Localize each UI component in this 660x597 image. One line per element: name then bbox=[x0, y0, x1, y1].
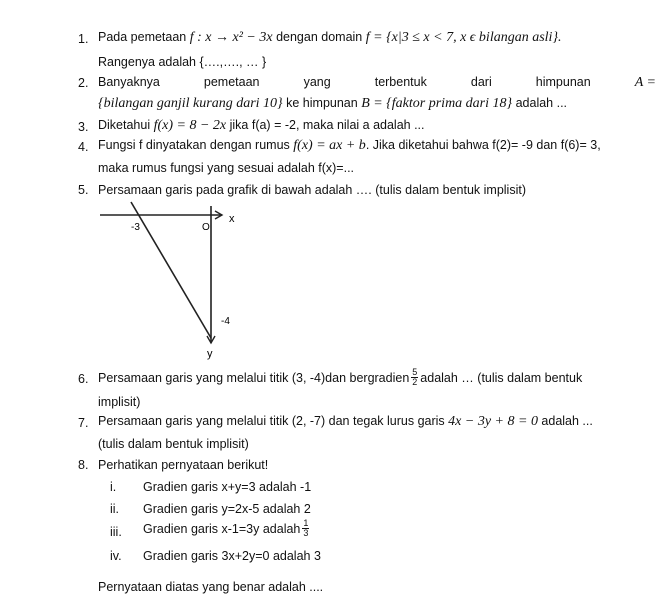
fraction-numerator: 5 bbox=[412, 367, 418, 377]
fraction-numerator: 1 bbox=[303, 518, 309, 528]
origin-label: O bbox=[202, 222, 210, 233]
q5-number: 5. bbox=[78, 183, 89, 197]
q8-intro: Perhatikan pernyataan berikut! bbox=[98, 458, 269, 472]
q2-end: adalah ... bbox=[512, 96, 568, 110]
q2-word: dari bbox=[470, 75, 492, 89]
q2-word: terbentuk bbox=[374, 75, 427, 89]
statement-numeral: iii. bbox=[110, 525, 122, 539]
q4-suffix: . Jika diketahui bahwa f(2)= -9 dan f(6)= 3, bbox=[365, 138, 601, 152]
q7-line2: (tulis dalam bentuk implisit) bbox=[98, 437, 249, 451]
q7-prefix: Persamaan garis yang melalui titik (2, -7) dan tegak lurus garis bbox=[98, 414, 449, 428]
q4-line1 bbox=[98, 138, 601, 154]
q3-suffix: jika f(a) = -2, maka nilai a adalah ... bbox=[226, 118, 425, 132]
q2-set-b: B = {faktor prima dari 18} bbox=[361, 96, 513, 111]
q1-middle: dengan domain bbox=[272, 30, 366, 44]
x-intercept-label: -3 bbox=[131, 222, 140, 233]
statement-text: Gradien garis y=2x-5 adalah 2 bbox=[143, 502, 311, 516]
x-axis-label: x bbox=[229, 213, 235, 225]
statement-fraction bbox=[302, 519, 309, 538]
q1-domain: f = {x|3 ≤ x < 7, x ϵ bilangan asli}. bbox=[365, 30, 562, 45]
q6-gradient-fraction bbox=[411, 368, 418, 387]
q1-line2: Rangenya adalah {….,…., … } bbox=[98, 55, 267, 69]
line-graph bbox=[90, 200, 270, 360]
q2-middle: ke himpunan bbox=[282, 96, 362, 110]
q7-suffix: adalah ... bbox=[537, 414, 593, 428]
q4-number: 4. bbox=[78, 140, 89, 154]
statement-text: Gradien garis 3x+2y=0 adalah 3 bbox=[143, 549, 321, 563]
q3-prefix: Diketahui bbox=[98, 118, 154, 132]
statement-item bbox=[143, 519, 311, 538]
statement-text: Gradien garis x-1=3y adalah bbox=[143, 521, 301, 536]
y-axis-label: y bbox=[207, 348, 213, 360]
q2-set-a-label: A = bbox=[634, 75, 656, 90]
q7-number: 7. bbox=[78, 416, 89, 430]
fraction-denominator: 2 bbox=[412, 377, 418, 387]
statement-text: Gradien garis x+y=3 adalah -1 bbox=[143, 480, 312, 494]
q3-line bbox=[98, 118, 425, 134]
q2-word: yang bbox=[303, 75, 331, 89]
q2-line2 bbox=[98, 96, 567, 112]
y-intercept-label: -4 bbox=[221, 316, 230, 327]
statement-numeral: iv. bbox=[110, 549, 122, 563]
q5-text: Persamaan garis pada grafik di bawah adalah …. (tulis dalam bentuk implisit) bbox=[98, 183, 526, 197]
q2-word: himpunan bbox=[535, 75, 591, 89]
q1-prefix: Pada pemetaan bbox=[98, 30, 190, 44]
q2-word: pemetaan bbox=[203, 75, 260, 89]
q3-function: f(x) = 8 − 2x bbox=[153, 118, 227, 133]
q1-line1 bbox=[98, 30, 562, 46]
q2-word: Banyaknya bbox=[98, 75, 160, 89]
q3-number: 3. bbox=[78, 120, 89, 134]
q6-line2: implisit) bbox=[98, 395, 141, 409]
fraction-denominator: 3 bbox=[303, 528, 309, 538]
statement-numeral: i. bbox=[110, 480, 117, 494]
q4-prefix: Fungsi f dinyatakan dengan rumus bbox=[98, 138, 294, 152]
q8-closing: Pernyataan diatas yang benar adalah .... bbox=[98, 580, 324, 594]
q6-number: 6. bbox=[78, 372, 89, 386]
statement-numeral: ii. bbox=[110, 502, 120, 516]
q2-line1 bbox=[98, 75, 656, 91]
q6-line1 bbox=[98, 368, 582, 387]
q2-number: 2. bbox=[78, 76, 89, 90]
q7-equation: 4x − 3y + 8 = 0 bbox=[448, 414, 538, 429]
q2-set-a: {bilangan ganjil kurang dari 10} bbox=[98, 96, 283, 111]
q7-line1 bbox=[98, 414, 593, 430]
q1-number: 1. bbox=[78, 32, 89, 46]
q8-number: 8. bbox=[78, 458, 89, 472]
graph-line bbox=[131, 202, 211, 338]
q4-line2: maka rumus fungsi yang sesuai adalah f(x)=... bbox=[98, 161, 355, 175]
q6-suffix: adalah … (tulis dalam bentuk bbox=[420, 370, 583, 385]
q6-prefix: Persamaan garis yang melalui titik (3, -4)dan bergradien bbox=[98, 370, 410, 385]
q1-mapping: f : x → x² − 3x bbox=[189, 30, 273, 45]
q4-function: f(x) = ax + b bbox=[293, 138, 366, 153]
